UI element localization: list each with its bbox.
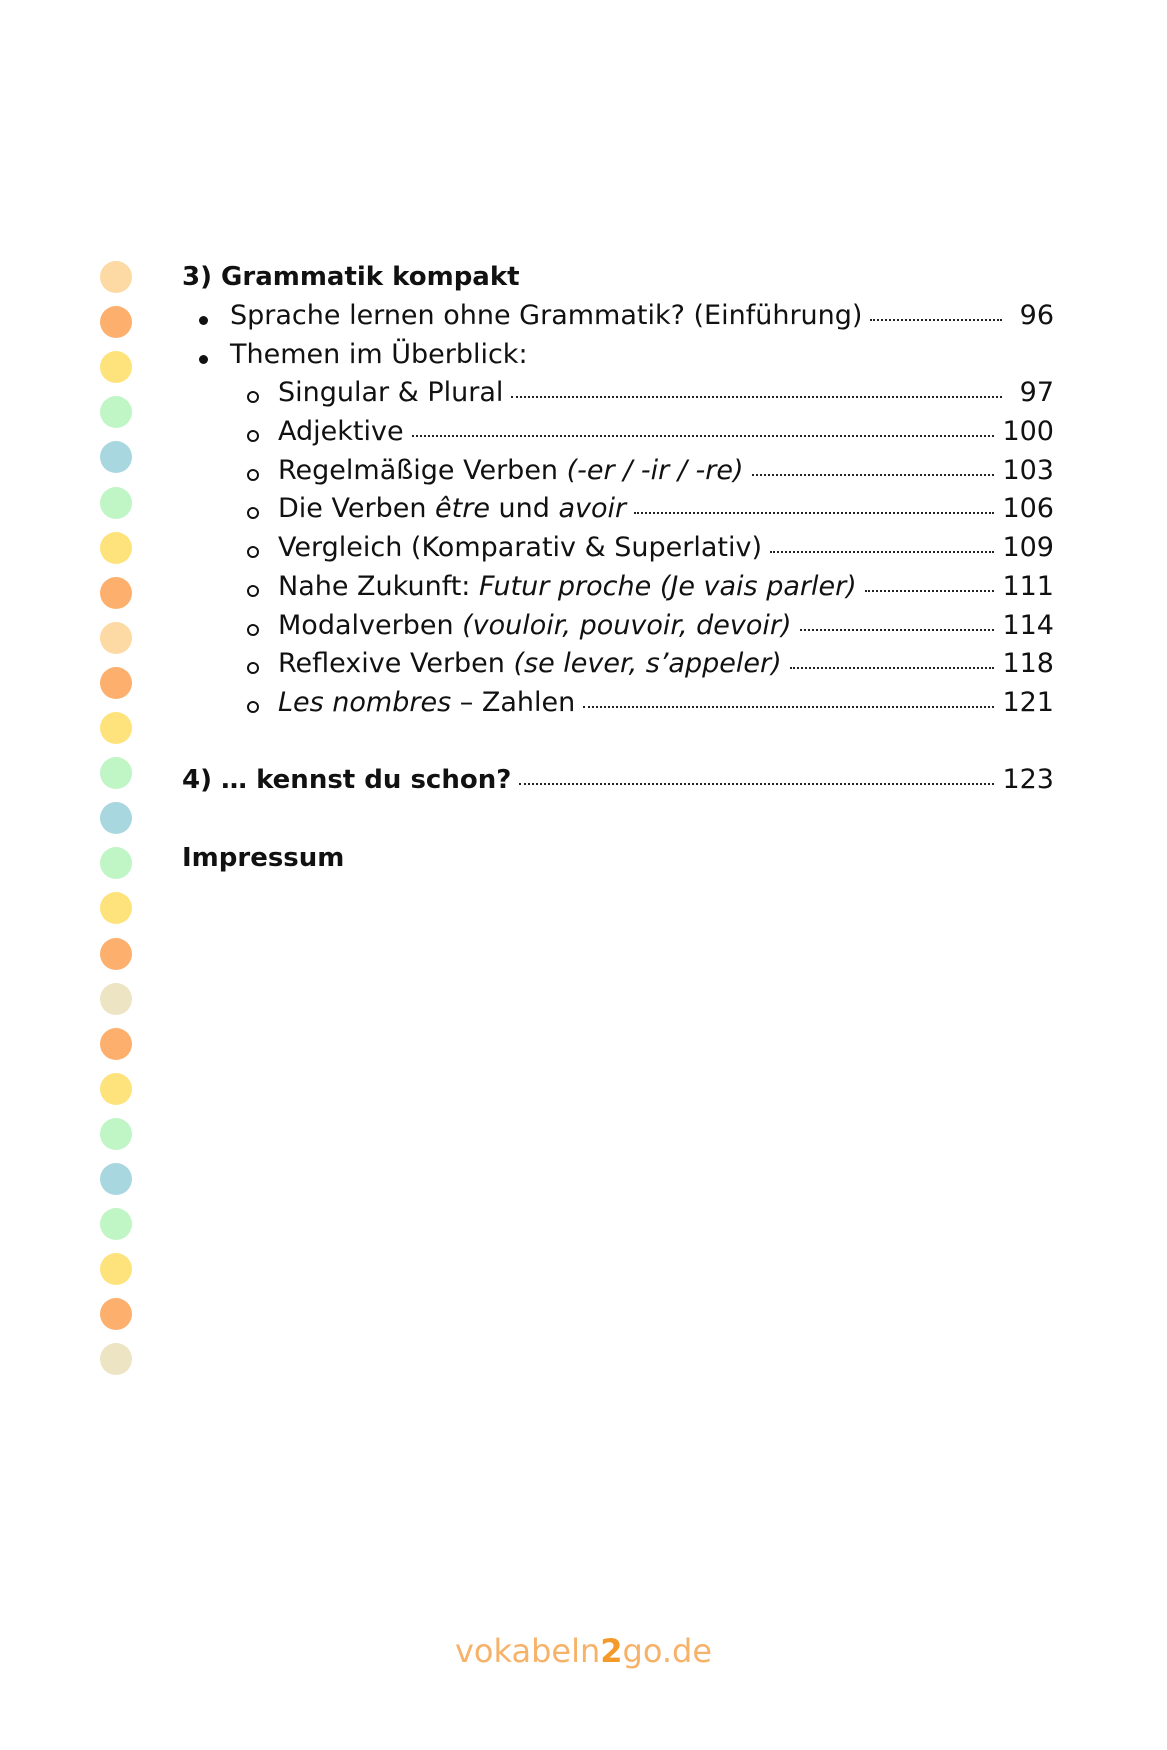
decorative-dot (100, 1028, 132, 1060)
toc-subentry-title (278, 529, 762, 568)
decorative-dot (100, 847, 132, 879)
toc-subentry-plain: Die Verben (278, 493, 436, 525)
toc-subentry-plain: Vergleich (Komparativ & Superlativ) (278, 532, 762, 564)
toc-subentry-page: 100 (1002, 416, 1054, 448)
toc-subentry-page: 121 (1002, 686, 1054, 718)
toc-subentry[interactable] (182, 568, 1054, 607)
footer-text-num: 2 (600, 1632, 623, 1670)
toc-subentry-page: 118 (1002, 648, 1054, 680)
toc-subentry-page: 111 (1002, 570, 1054, 602)
decorative-dot (100, 441, 132, 473)
toc-entry-themen (182, 336, 1054, 375)
decorative-dot (100, 261, 132, 293)
toc-subentry-title (278, 684, 575, 723)
toc-subentry-title (278, 374, 503, 413)
toc-subentry[interactable] (182, 452, 1054, 491)
toc-subentry-title (278, 452, 744, 491)
decorative-dot (100, 351, 132, 383)
dot-leader (800, 629, 995, 631)
toc-subentry-plain: Modalverben (278, 609, 463, 641)
decorative-dot (100, 1118, 132, 1150)
toc-subentry[interactable] (182, 490, 1054, 529)
toc-subentry-italic2: avoir (558, 493, 627, 525)
toc-subentry-title (278, 568, 857, 607)
decorative-dot (100, 1073, 132, 1105)
decorative-dot (100, 757, 132, 789)
footer-text-pre: vokabeln (454, 1632, 601, 1670)
toc-entry-page: 96 (1019, 300, 1054, 331)
dot-leader (865, 590, 995, 592)
dot-leader (770, 551, 994, 553)
decorative-dot (100, 802, 132, 834)
decorative-dot (100, 532, 132, 564)
toc-subentry-plain: Singular & Plural (278, 377, 504, 409)
decorative-dot (100, 1253, 132, 1285)
toc-subentry-page: 103 (1002, 454, 1054, 486)
toc-subentry-italic: Les nombres (278, 686, 452, 718)
toc-subentry-title (278, 413, 404, 452)
toc-subentry-plain: Regelmäßige Verben (278, 454, 567, 486)
dot-leader (870, 319, 1002, 321)
dot-leader (583, 706, 994, 708)
toc-subentry[interactable] (182, 607, 1054, 646)
toc-subentry-page: 97 (1019, 377, 1054, 409)
toc-subentry-italic: (vouloir, pouvoir, devoir) (462, 609, 792, 641)
dot-leader (752, 474, 995, 476)
toc-entry-section-4[interactable] (182, 761, 1054, 800)
toc-entry-title: 4) … kennst du schon? (182, 764, 512, 795)
decorative-dot (100, 1298, 132, 1330)
toc-subentry-title (278, 645, 782, 684)
dot-leader (511, 396, 1002, 398)
decorative-dot (100, 577, 132, 609)
toc-subentry[interactable] (182, 529, 1054, 568)
table-of-contents (182, 258, 1054, 878)
decorative-dot (100, 487, 132, 519)
toc-subentry-plain: Adjektive (278, 416, 404, 448)
toc-subentry[interactable] (182, 684, 1054, 723)
toc-subentry-italic: (-er / -ir / -re) (566, 454, 744, 486)
dot-leader (519, 783, 994, 785)
decorative-dot (100, 667, 132, 699)
toc-subentry-title (278, 607, 792, 646)
toc-subentry-page: 114 (1002, 609, 1054, 641)
toc-subentry[interactable] (182, 413, 1054, 452)
toc-subentry-tail: – Zahlen (451, 686, 576, 718)
decorative-dot (100, 1343, 132, 1375)
decorative-dot (100, 712, 132, 744)
dot-leader (412, 435, 995, 437)
toc-subentry-tail: und (489, 493, 559, 525)
toc-entry-einfuehrung[interactable] (182, 297, 1054, 336)
decorative-dot (100, 1163, 132, 1195)
decorative-dot (100, 306, 132, 338)
toc-subentry-page: 106 (1002, 493, 1054, 525)
footer-text-post: go.de (622, 1632, 713, 1670)
toc-subentry[interactable] (182, 645, 1054, 684)
toc-subentry-plain: Reflexive Verben (278, 648, 514, 680)
toc-entry-title: Themen im Überblick: (230, 338, 528, 370)
toc-subentry-italic: être (435, 493, 490, 525)
toc-entry-title: Sprache lernen ohne Grammatik? (Einführung) (230, 300, 863, 331)
decorative-dot (100, 396, 132, 428)
decorative-dot (100, 622, 132, 654)
toc-subentry-italic: (se lever, s’appeler) (513, 648, 782, 680)
decorative-dot (100, 938, 132, 970)
toc-entry-page: 123 (1002, 763, 1054, 795)
dot-leader (634, 512, 994, 514)
toc-subentry-italic: Futur proche (Je vais parler) (478, 570, 857, 602)
impressum-heading[interactable]: Impressum (182, 843, 345, 874)
footer-website[interactable] (0, 1632, 1167, 1670)
toc-subentry-title (278, 490, 626, 529)
toc-subentry[interactable] (182, 374, 1054, 413)
toc-subentry-plain: Nahe Zukunft: (278, 570, 479, 602)
decorative-dot (100, 892, 132, 924)
dot-leader (790, 667, 995, 669)
section-3-heading: 3) Grammatik kompakt (182, 262, 520, 292)
decorative-dot (100, 983, 132, 1015)
toc-subentry-page: 109 (1002, 532, 1054, 564)
decorative-dot (100, 1208, 132, 1240)
